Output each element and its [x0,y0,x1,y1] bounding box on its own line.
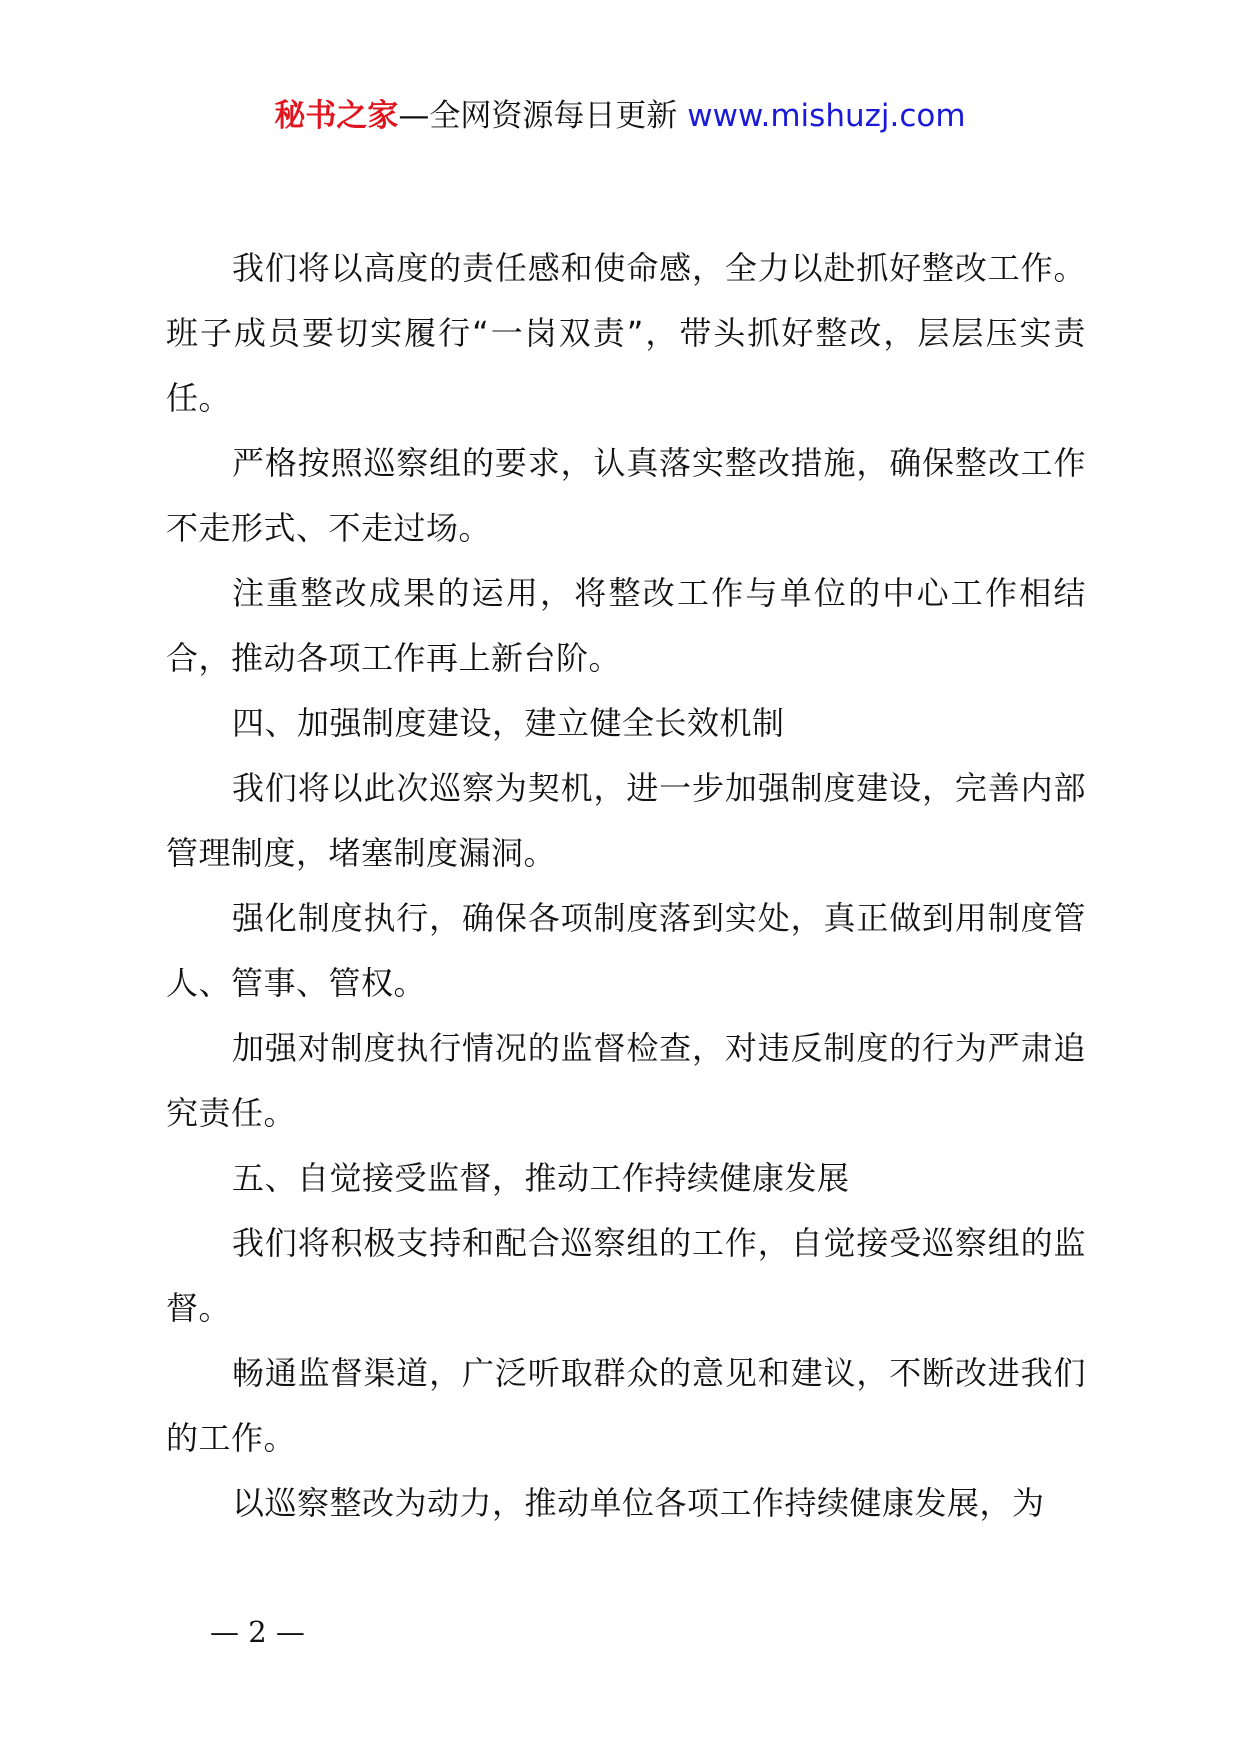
paragraph: 以巡察整改为动力，推动单位各项工作持续健康发展，为 [232,1484,1045,1522]
paragraph: 加强对制度执行情况的监督检查，对违反制度的行为严肃追究责任。 [166,1029,1086,1132]
page-number: — 2 — [210,1615,305,1649]
section-heading: 四、加强制度建设，建立健全长效机制 [232,705,785,741]
site-slogan: —全网资源每日更新 [398,98,678,134]
paragraph: 注重整改成果的运用，将整改工作与单位的中心工作相结合，推动各项工作再上新台阶。 [166,574,1086,677]
paragraph: 我们将以高度的责任感和使命感，全力以赴抓好整改工作。班子成员要切实履行“一岗双责”，带头抓好整改，层层压实责任。 [166,249,1086,417]
site-brand-name: 秘书之家 [274,98,399,134]
paragraph: 我们将以此次巡察为契机，进一步加强制度建设，完善内部管理制度，堵塞制度漏洞。 [166,769,1086,872]
paragraph: 强化制度执行，确保各项制度落到实处，真正做到用制度管人、管事、管权。 [166,899,1086,1002]
site-header [0,96,1240,136]
document-body [166,236,1086,1536]
site-url-link[interactable]: www.mishuzj.com [687,98,966,134]
paragraph: 我们将积极支持和配合巡察组的工作，自觉接受巡察组的监督。 [166,1224,1086,1327]
section-heading: 五、自觉接受监督，推动工作持续健康发展 [232,1160,850,1196]
paragraph: 严格按照巡察组的要求，认真落实整改措施，确保整改工作不走形式、不走过场。 [166,444,1086,547]
paragraph: 畅通监督渠道，广泛听取群众的意见和建议，不断改进我们的工作。 [166,1354,1086,1457]
